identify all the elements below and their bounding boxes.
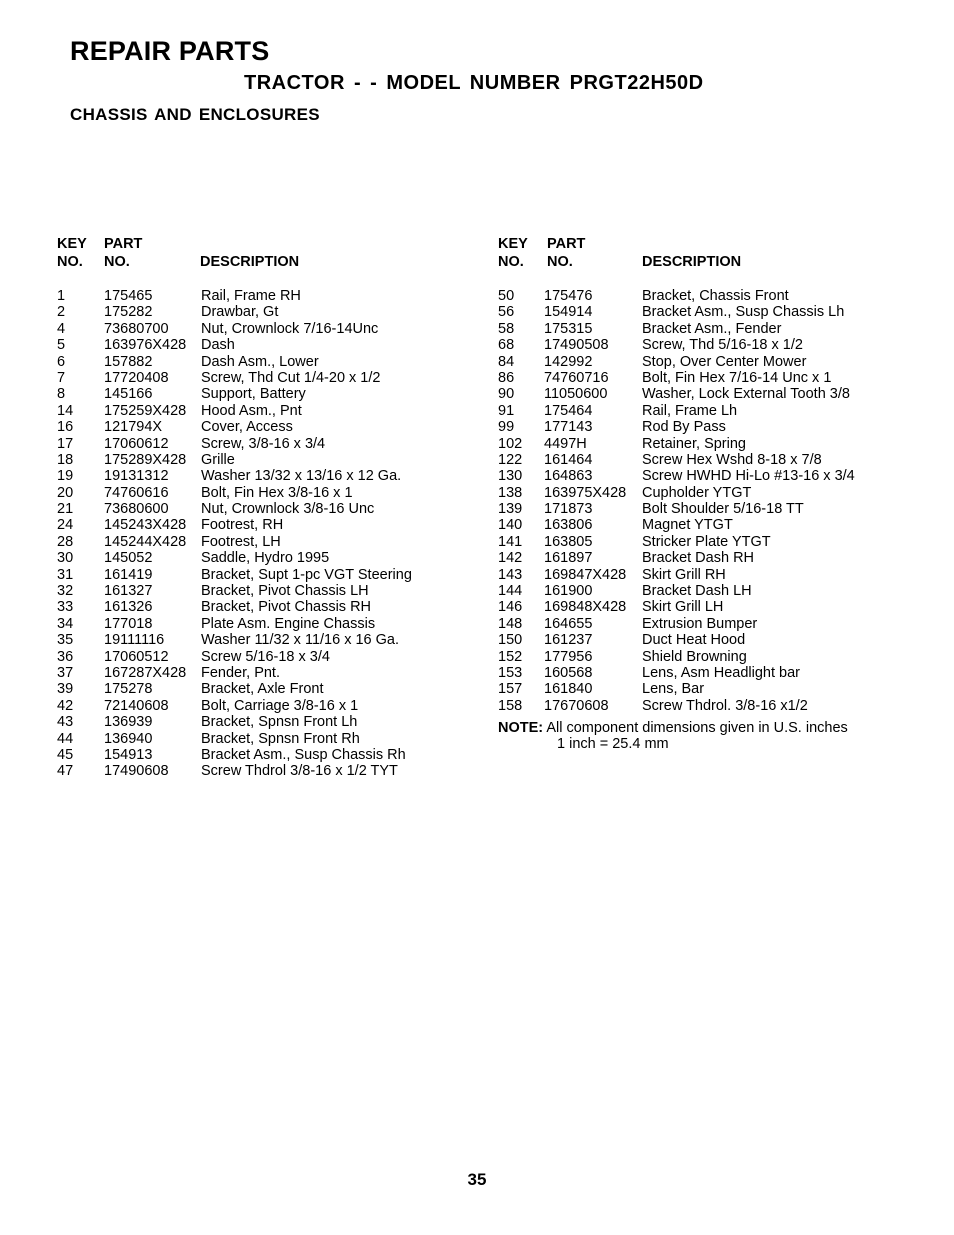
part-number: 17060612 (104, 435, 169, 452)
key-number: 28 (57, 533, 74, 550)
key-number: 7 (57, 369, 66, 386)
part-number: 161464 (544, 451, 593, 468)
note-label: NOTE: (498, 720, 544, 736)
part-description: Shield Browning (642, 648, 747, 665)
part-row (57, 419, 457, 435)
part-row (57, 370, 457, 386)
part-number: 17670608 (544, 697, 609, 714)
part-description: Grille (201, 451, 235, 468)
part-description: Drawbar, Gt (201, 304, 279, 321)
part-number: 175282 (104, 304, 153, 321)
part-description: Rod By Pass (642, 419, 726, 436)
key-number: 2 (57, 304, 66, 321)
part-row (57, 337, 457, 353)
parts-list-left (57, 236, 457, 780)
part-description: Screw, Thd 5/16-18 x 1/2 (642, 337, 803, 354)
parts-list-right (498, 236, 918, 714)
part-row (498, 698, 918, 714)
part-row (498, 288, 918, 304)
part-row (57, 698, 457, 714)
part-number: 169847X428 (544, 566, 627, 583)
part-description: Bracket Dash RH (642, 550, 755, 567)
key-number: 86 (498, 369, 515, 386)
key-number: 37 (57, 664, 74, 681)
note-line1: All component dimensions given in U.S. inches (546, 720, 848, 736)
note-line2: 1 inch = 25.4 mm (557, 736, 669, 752)
key-number: 50 (498, 288, 515, 304)
key-number: 18 (57, 451, 74, 468)
part-description: Bolt, Fin Hex 3/8-16 x 1 (201, 484, 353, 501)
key-header-line1: KEY (498, 236, 528, 252)
key-number: 144 (498, 583, 523, 600)
part-row (57, 665, 457, 681)
part-number: 171873 (544, 501, 593, 518)
key-number: 138 (498, 484, 523, 501)
column-headers (57, 236, 457, 288)
key-number: 56 (498, 304, 515, 321)
part-number: 72140608 (104, 697, 169, 714)
part-row (498, 386, 918, 402)
key-number: 139 (498, 501, 523, 518)
part-number: 177143 (544, 419, 593, 436)
part-row (498, 665, 918, 681)
section-heading: CHASSIS AND ENCLOSURES (70, 105, 320, 124)
part-number: 175464 (544, 402, 593, 419)
dimensions-note (498, 720, 898, 752)
key-number: 84 (498, 353, 515, 370)
part-number: 4497H (544, 435, 587, 452)
key-number: 68 (498, 337, 515, 354)
key-number: 35 (57, 632, 74, 649)
part-description: Bracket, Pivot Chassis RH (201, 599, 372, 616)
key-number: 14 (57, 402, 74, 419)
part-number: 161840 (544, 681, 593, 698)
part-description: Footrest, RH (201, 517, 284, 534)
key-number: 36 (57, 648, 74, 665)
part-number: 163976X428 (104, 337, 187, 354)
part-row (57, 386, 457, 402)
description-header: DESCRIPTION (200, 254, 300, 270)
column-headers (498, 236, 918, 288)
key-number: 16 (57, 419, 74, 436)
part-number: 145243X428 (104, 517, 187, 534)
part-number: 164655 (544, 615, 593, 632)
part-number: 163975X428 (544, 484, 627, 501)
part-row (498, 632, 918, 648)
key-number: 31 (57, 566, 74, 583)
part-number: 160568 (544, 664, 593, 681)
part-number: 169848X428 (544, 599, 627, 616)
part-row (57, 714, 457, 730)
key-number: 24 (57, 517, 74, 534)
part-number: 161326 (104, 599, 153, 616)
part-number: 161327 (104, 583, 153, 600)
part-number: 161419 (104, 566, 153, 583)
part-number: 163806 (544, 517, 593, 534)
part-description: Duct Heat Hood (642, 632, 746, 649)
key-header-line1: KEY (57, 236, 87, 252)
part-header-line2: NO. (104, 254, 130, 270)
parts-rows-left (57, 288, 457, 780)
part-row (57, 436, 457, 452)
part-row (57, 567, 457, 583)
part-number: 145052 (104, 550, 153, 567)
part-number: 136939 (104, 714, 153, 731)
key-number: 42 (57, 697, 74, 714)
part-row (498, 567, 918, 583)
part-header-line2: NO. (547, 254, 573, 270)
key-number: 47 (57, 763, 74, 780)
part-row (57, 452, 457, 468)
part-row (498, 370, 918, 386)
part-row (57, 731, 457, 747)
part-row (498, 436, 918, 452)
key-header-line2: NO. (498, 254, 524, 270)
key-number: 32 (57, 583, 74, 600)
part-row (498, 485, 918, 501)
part-row (498, 304, 918, 320)
part-description: Footrest, LH (201, 533, 281, 550)
part-row (57, 649, 457, 665)
key-number: 152 (498, 648, 523, 665)
part-description: Washer 11/32 x 11/16 x 16 Ga. (201, 632, 400, 649)
part-row (57, 485, 457, 501)
part-number: 19111116 (104, 632, 165, 649)
part-row (498, 419, 918, 435)
part-description: Screw Hex Wshd 8-18 x 7/8 (642, 451, 822, 468)
key-number: 153 (498, 664, 523, 681)
key-number: 4 (57, 320, 66, 337)
part-description: Screw, 3/8-16 x 3/4 (201, 435, 326, 452)
part-description: Extrusion Bumper (642, 615, 758, 632)
part-number: 163805 (544, 533, 593, 550)
part-number: 121794X (104, 419, 163, 436)
part-description: Cupholder YTGT (642, 484, 752, 501)
key-number: 8 (57, 386, 66, 403)
part-description: Screw Thdrol. 3/8-16 x1/2 (642, 697, 808, 714)
part-description: Lens, Bar (642, 681, 705, 698)
part-description: Screw HWHD Hi-Lo #13-16 x 3/4 (642, 468, 855, 485)
part-description: Saddle, Hydro 1995 (201, 550, 330, 567)
key-number: 45 (57, 746, 74, 763)
part-number: 154914 (544, 304, 593, 321)
part-number: 17720408 (104, 369, 169, 386)
part-number: 74760716 (544, 369, 609, 386)
part-number: 142992 (544, 353, 593, 370)
part-description: Dash Asm., Lower (201, 353, 319, 370)
part-description: Retainer, Spring (642, 435, 746, 452)
part-row (57, 517, 457, 533)
part-description: Dash (201, 337, 235, 354)
part-number: 17060512 (104, 648, 169, 665)
part-row (498, 583, 918, 599)
part-row (57, 763, 457, 779)
part-row (498, 501, 918, 517)
key-number: 158 (498, 697, 523, 714)
part-row (57, 288, 457, 304)
part-row (57, 599, 457, 615)
part-number: 154913 (104, 746, 153, 763)
part-description: Bracket, Supt 1-pc VGT Steering (201, 566, 412, 583)
key-number: 143 (498, 566, 523, 583)
part-row (57, 468, 457, 484)
part-number: 164863 (544, 468, 593, 485)
part-number: 161897 (544, 550, 593, 567)
part-number: 177956 (544, 648, 593, 665)
part-number: 177018 (104, 615, 153, 632)
part-row (498, 649, 918, 665)
part-header-line1: PART (547, 236, 586, 252)
part-row (498, 517, 918, 533)
key-number: 99 (498, 419, 515, 436)
part-description: Screw 5/16-18 x 3/4 (201, 648, 330, 665)
part-description: Bracket, Pivot Chassis LH (201, 583, 369, 600)
key-number: 20 (57, 484, 74, 501)
key-number: 122 (498, 451, 523, 468)
part-description: Nut, Crownlock 3/8-16 Unc (201, 501, 375, 518)
part-number: 17490608 (104, 763, 169, 780)
part-number: 19131312 (104, 468, 169, 485)
part-description: Support, Battery (201, 386, 306, 403)
part-description: Washer, Lock External Tooth 3/8 (642, 386, 850, 403)
key-number: 43 (57, 714, 74, 731)
part-row (498, 681, 918, 697)
part-description: Bracket, Spnsn Front Rh (201, 730, 360, 747)
part-description: Fender, Pnt. (201, 664, 280, 681)
part-number: 73680700 (104, 320, 169, 337)
part-row (498, 550, 918, 566)
part-row (498, 354, 918, 370)
part-row (57, 321, 457, 337)
key-number: 19 (57, 468, 74, 485)
part-description: Nut, Crownlock 7/16-14Unc (201, 320, 379, 337)
key-number: 157 (498, 681, 523, 698)
part-description: Skirt Grill RH (642, 566, 726, 583)
part-description: Lens, Asm Headlight bar (642, 664, 800, 681)
part-row (57, 304, 457, 320)
part-row (498, 337, 918, 353)
key-number: 17 (57, 435, 74, 452)
part-row (498, 534, 918, 550)
part-row (57, 534, 457, 550)
part-number: 175315 (544, 320, 593, 337)
key-number: 146 (498, 599, 523, 616)
part-description: Bolt, Fin Hex 7/16-14 Unc x 1 (642, 369, 832, 386)
key-number: 141 (498, 533, 523, 550)
part-row (498, 616, 918, 632)
key-number: 91 (498, 402, 515, 419)
key-number: 30 (57, 550, 74, 567)
part-number: 145244X428 (104, 533, 187, 550)
part-description: Washer 13/32 x 13/16 x 12 Ga. (201, 468, 402, 485)
part-row (57, 632, 457, 648)
part-row (57, 550, 457, 566)
part-description: Bracket, Chassis Front (642, 288, 789, 304)
key-number: 142 (498, 550, 523, 567)
part-description: Bracket Asm., Susp Chassis Lh (642, 304, 845, 321)
part-number: 11050600 (544, 386, 608, 403)
key-number: 150 (498, 632, 523, 649)
part-description: Magnet YTGT (642, 517, 733, 534)
page-title: REPAIR PARTS (70, 36, 270, 66)
part-description: Bracket, Spnsn Front Lh (201, 714, 358, 731)
part-row (498, 599, 918, 615)
part-number: 73680600 (104, 501, 169, 518)
key-number: 130 (498, 468, 523, 485)
part-row (498, 452, 918, 468)
part-number: 175476 (544, 288, 593, 304)
key-number: 102 (498, 435, 523, 452)
key-number: 148 (498, 615, 523, 632)
part-description: Bolt, Carriage 3/8-16 x 1 (201, 697, 359, 714)
part-description: Stop, Over Center Mower (642, 353, 807, 370)
part-header-line1: PART (104, 236, 143, 252)
part-number: 175259X428 (104, 402, 187, 419)
part-row (57, 681, 457, 697)
part-description: Bracket Asm., Susp Chassis Rh (201, 746, 406, 763)
part-number: 74760616 (104, 484, 169, 501)
part-number: 167287X428 (104, 664, 187, 681)
part-number: 145166 (104, 386, 153, 403)
part-number: 175289X428 (104, 451, 187, 468)
part-description: Plate Asm. Engine Chassis (201, 615, 376, 632)
part-number: 17490508 (544, 337, 609, 354)
part-row (57, 747, 457, 763)
part-description: Bracket, Axle Front (201, 681, 324, 698)
part-description: Bracket Dash LH (642, 583, 752, 600)
part-row (57, 354, 457, 370)
part-description: Stricker Plate YTGT (642, 533, 771, 550)
part-description: Screw Thdrol 3/8-16 x 1/2 TYT (201, 763, 398, 780)
part-number: 175278 (104, 681, 153, 698)
key-header-line2: NO. (57, 254, 83, 270)
part-description: Screw, Thd Cut 1/4-20 x 1/2 (201, 369, 381, 386)
part-row (498, 468, 918, 484)
part-description: Skirt Grill LH (642, 599, 724, 616)
part-number: 161900 (544, 583, 593, 600)
part-description: Hood Asm., Pnt (201, 402, 302, 419)
key-number: 6 (57, 353, 66, 370)
part-number: 157882 (104, 353, 153, 370)
model-subtitle: TRACTOR - - MODEL NUMBER PRGT22H50D (244, 72, 704, 94)
parts-rows-right (498, 288, 918, 714)
key-number: 90 (498, 386, 515, 403)
part-row (57, 583, 457, 599)
part-row (57, 616, 457, 632)
key-number: 39 (57, 681, 74, 698)
part-description: Rail, Frame Lh (642, 402, 738, 419)
part-description: Rail, Frame RH (201, 288, 301, 304)
part-number: 136940 (104, 730, 153, 747)
page-number: 35 (467, 1170, 487, 1189)
key-number: 5 (57, 337, 66, 354)
part-row (57, 501, 457, 517)
key-number: 44 (57, 730, 74, 747)
part-description: Bolt Shoulder 5/16-18 TT (642, 501, 804, 518)
part-description: Bracket Asm., Fender (642, 320, 782, 337)
part-number: 175465 (104, 288, 153, 304)
part-number: 161237 (544, 632, 593, 649)
key-number: 34 (57, 615, 74, 632)
key-number: 1 (57, 288, 66, 304)
key-number: 140 (498, 517, 523, 534)
part-description: Cover, Access (201, 419, 293, 436)
part-row (57, 403, 457, 419)
part-row (498, 321, 918, 337)
key-number: 33 (57, 599, 74, 616)
part-row (498, 403, 918, 419)
description-header: DESCRIPTION (642, 254, 742, 270)
key-number: 21 (57, 501, 74, 518)
key-number: 58 (498, 320, 515, 337)
